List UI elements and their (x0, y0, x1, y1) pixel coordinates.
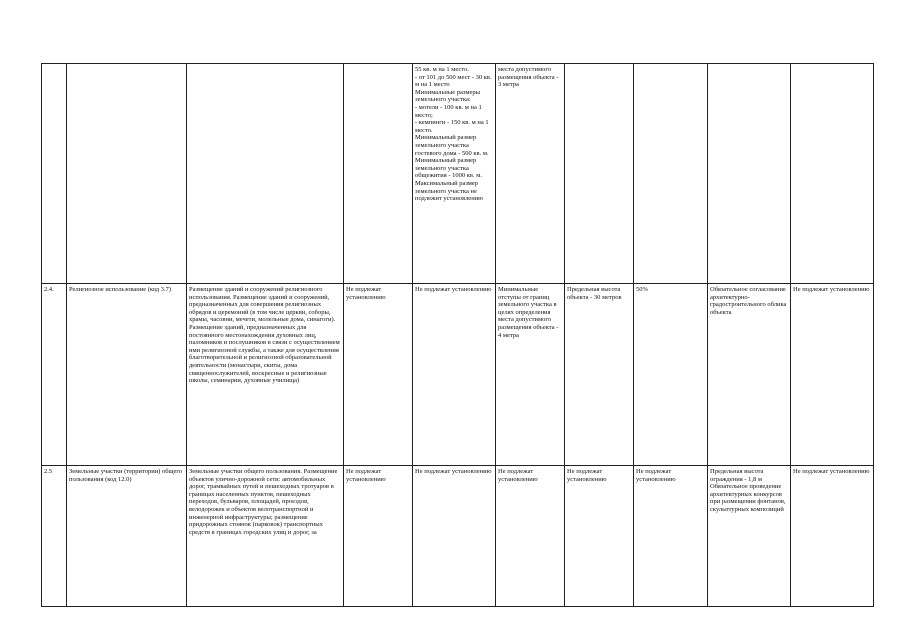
table-cell (565, 64, 634, 284)
row-number-cell (42, 64, 67, 284)
coverage-cell: Не подлежат установлению (634, 466, 708, 607)
additional-requirements-cell: Предельная высота ограждения - 1,8 м Обязательное проведение архитектурных конкурсов при размещении фонтанов, скульптурных композиций (708, 466, 791, 607)
plot-size-cell: 55 кв. м на 1 место. - от 101 до 500 мест - 30 кв. м на 1 место Минимальные размеры земельного участка: - мотели - 100 кв. м на 1 место; - кемпинги - 150 кв. м на 1 место. Минимальный размер земельного участка гостевого дома - 500 кв. м. Минимальный размер земельного участка общежития - 1000 кв. м. Максимальный размер земельного участка не подлежит установлению (413, 64, 496, 284)
coverage-cell: 50% (634, 284, 708, 466)
row-number-cell: 2.5 (42, 466, 67, 607)
land-use-description-cell (187, 64, 344, 284)
additional-requirements-cell: Обязательное согласование архитектурно-градостроительного облика объекта (708, 284, 791, 466)
land-use-description-cell: Размещение зданий и сооружений религиозного использования. Размещение зданий и сооружений, предназначенных для совершения религиозных обрядов и церемоний (в том числе церкви, соборы, храмы, часовни, мечети, молельные дома, синагоги). Размещение зданий, предназначенных для постоянного местонахождения духовных лиц, паломников и послушников в связи с осуществлением ими религиозной службы, а также для осуществления благотворительной и религиозной образовательной деятельности (монастыри, скиты, дома священнослужителей, воскресные и религиозные школы, семинарии, духовные училища) (187, 284, 344, 466)
plot-area-cell: Не подлежат установлению (413, 284, 496, 466)
height-cell: Предельная высота объекта - 30 метров (565, 284, 634, 466)
plot-size-cell: Не подлежат установлению (344, 284, 413, 466)
plot-area-cell: Не подлежат установлению (413, 466, 496, 607)
table-cell (634, 64, 708, 284)
land-use-description-cell: Земельные участки общего пользования. Размещение объектов улично-дорожной сети: автомобильных дорог, трамвайных путей и пешеходных тротуаров в границах населенных пунктов, пешеходных переходов, бульваров, площадей, проездов, велодорожек и объектов велотранспортной и инженерной инфраструктуры; размещение придорожных стоянок (парковок) транспортных средств в границах городских улиц и дорог, за (187, 466, 344, 607)
setback-cell: Не подлежат установлению (496, 466, 565, 607)
land-use-name-cell: Земельные участки (территории) общего пользования (код 12.0) (67, 466, 187, 607)
table-row (42, 284, 874, 466)
table-cell (708, 64, 791, 284)
restrictions-cell: Не подлежат установлению (791, 466, 874, 607)
restrictions-cell: Не подлежат установлению (791, 284, 874, 466)
height-cell: Не подлежат установлению (565, 466, 634, 607)
table-row (42, 64, 874, 284)
table-cell (344, 64, 413, 284)
land-use-name-cell: Религиозное использование (код 3.7) (67, 284, 187, 466)
setback-cell: Минимальные отступы от границ земельного участка в целях определения места допустимого размещения объекта - 4 метра (496, 284, 565, 466)
setback-cell: места допустимого размещения объекта - 3 метра (496, 64, 565, 284)
zoning-regulations-table (41, 63, 874, 607)
table-row (42, 466, 874, 607)
table-cell (791, 64, 874, 284)
row-number-cell: 2.4. (42, 284, 67, 466)
land-use-name-cell (67, 64, 187, 284)
plot-size-cell: Не подлежат установлению (344, 466, 413, 607)
